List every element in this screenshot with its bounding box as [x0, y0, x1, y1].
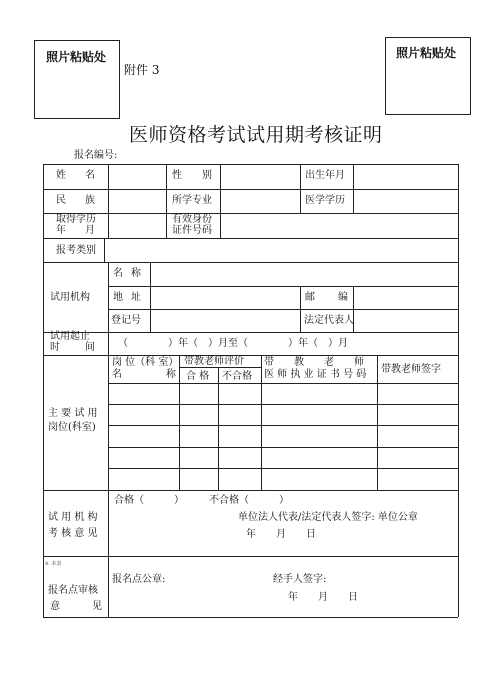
opinion-date[interactable]: 年 月 日: [246, 529, 316, 540]
table-row[interactable]: [109, 405, 457, 424]
major-field[interactable]: [221, 190, 299, 212]
id-number-field[interactable]: [221, 214, 457, 237]
table-row[interactable]: [109, 384, 457, 403]
ethnicity-field[interactable]: [109, 190, 165, 212]
review-label-char2: 见: [92, 601, 102, 612]
institution-address-field[interactable]: [151, 287, 299, 308]
handler-signature[interactable]: 经手人签字:: [273, 574, 327, 585]
institution-address-char2: 址: [131, 292, 141, 303]
name-field[interactable]: [109, 165, 165, 188]
postcode-label-char1: 邮: [305, 292, 315, 303]
positions-label-line2: 岗位(科室): [48, 422, 96, 433]
birth-date-field[interactable]: [354, 165, 457, 188]
trial-period-label-char2: 间: [85, 342, 95, 353]
legal-representative-field[interactable]: [354, 310, 457, 331]
table-row[interactable]: [109, 469, 457, 489]
degree-date-label-line1: 取得学历: [56, 214, 96, 225]
postcode-field[interactable]: [354, 287, 457, 308]
degree-date-label-month: 月: [85, 225, 95, 236]
exam-category-label: 报考类别: [56, 245, 96, 256]
pass-fail-field[interactable]: 合格（ ） 不合格（ ）: [114, 495, 289, 506]
birth-date-label: 出生年月: [305, 170, 345, 181]
table-row[interactable]: [109, 448, 457, 467]
ethnicity-label-char1: 民: [56, 195, 66, 206]
name-label-char2: 名: [85, 170, 95, 181]
stamp-note: 4. 本表: [45, 561, 62, 567]
opinion-label-line2: 考 核 意 见: [48, 528, 98, 539]
id-number-label-line2: 证件号码: [172, 225, 212, 236]
col-post-header-line1: 岗 位（科 室）: [112, 357, 179, 368]
id-number-label-line1: 有效身份: [172, 214, 212, 225]
photo-label-right: 照片粘贴处: [396, 46, 457, 60]
trial-period-label-char1: 时: [50, 342, 60, 353]
col-fail-header: 不合格: [222, 371, 252, 382]
opinion-label-line1: 试 用 机 构: [48, 512, 98, 523]
institution-label: 试用机构: [50, 292, 90, 303]
review-date[interactable]: 年 月 日: [288, 592, 358, 603]
institution-name-char1: 名: [113, 268, 123, 279]
ethnicity-label-char2: 族: [85, 195, 95, 206]
registration-office-seal[interactable]: 报名点公章:: [112, 574, 166, 585]
legal-representative-label: 法定代表人: [304, 315, 354, 326]
medical-education-label: 医学学历: [305, 195, 345, 206]
gender-label-char2: 别: [202, 170, 212, 181]
major-label: 所学专业: [172, 195, 212, 206]
col-sign-header: 带教老师签字: [381, 364, 441, 375]
postcode-label-char2: 编: [338, 292, 348, 303]
exam-category-field[interactable]: [109, 239, 457, 261]
trial-period-field[interactable]: （ ）年（ ）月至（ ）年（ ）月: [118, 338, 348, 349]
col-post-header-char2: 称: [166, 369, 176, 380]
positions-label-line1: 主 要 试 用: [48, 408, 98, 419]
col-pass-header: 合 格: [186, 371, 210, 382]
institution-name-char2: 称: [131, 268, 141, 279]
col-cert-header-line2: 医 师 执 业 证 书 号 码: [264, 369, 367, 380]
degree-date-field[interactable]: [109, 214, 165, 237]
name-label-char1: 姓: [56, 170, 66, 181]
institution-address-char1: 地: [113, 292, 123, 303]
col-post-header-char1: 名: [112, 369, 122, 380]
photo-label-left: 照片粘贴处: [46, 50, 107, 64]
col-eval-header: 带教老师评价: [184, 356, 244, 367]
institution-registration-label: 登记号: [111, 315, 141, 326]
attachment-label: 附件 3: [124, 63, 160, 77]
trial-period-label-line1: 试用起止: [50, 331, 90, 342]
table-row[interactable]: [109, 426, 457, 446]
review-label-line1: 报名点审核: [48, 585, 98, 596]
col-cert-header-line1: 带 教 老 师: [264, 357, 364, 368]
page-title: 医师资格考试试用期考核证明: [129, 124, 383, 146]
gender-label-char1: 性: [172, 170, 182, 181]
degree-date-label-year: 年: [56, 225, 66, 236]
institution-name-field[interactable]: [151, 263, 457, 285]
review-label-char1: 意: [50, 601, 60, 612]
registration-number-label: 报名编号:: [74, 150, 118, 161]
gender-field[interactable]: [221, 165, 299, 188]
legal-rep-signature[interactable]: 单位法人代表/法定代表人签字: 单位公章: [238, 512, 418, 523]
medical-education-field[interactable]: [354, 190, 457, 212]
institution-registration-field[interactable]: [151, 310, 299, 331]
